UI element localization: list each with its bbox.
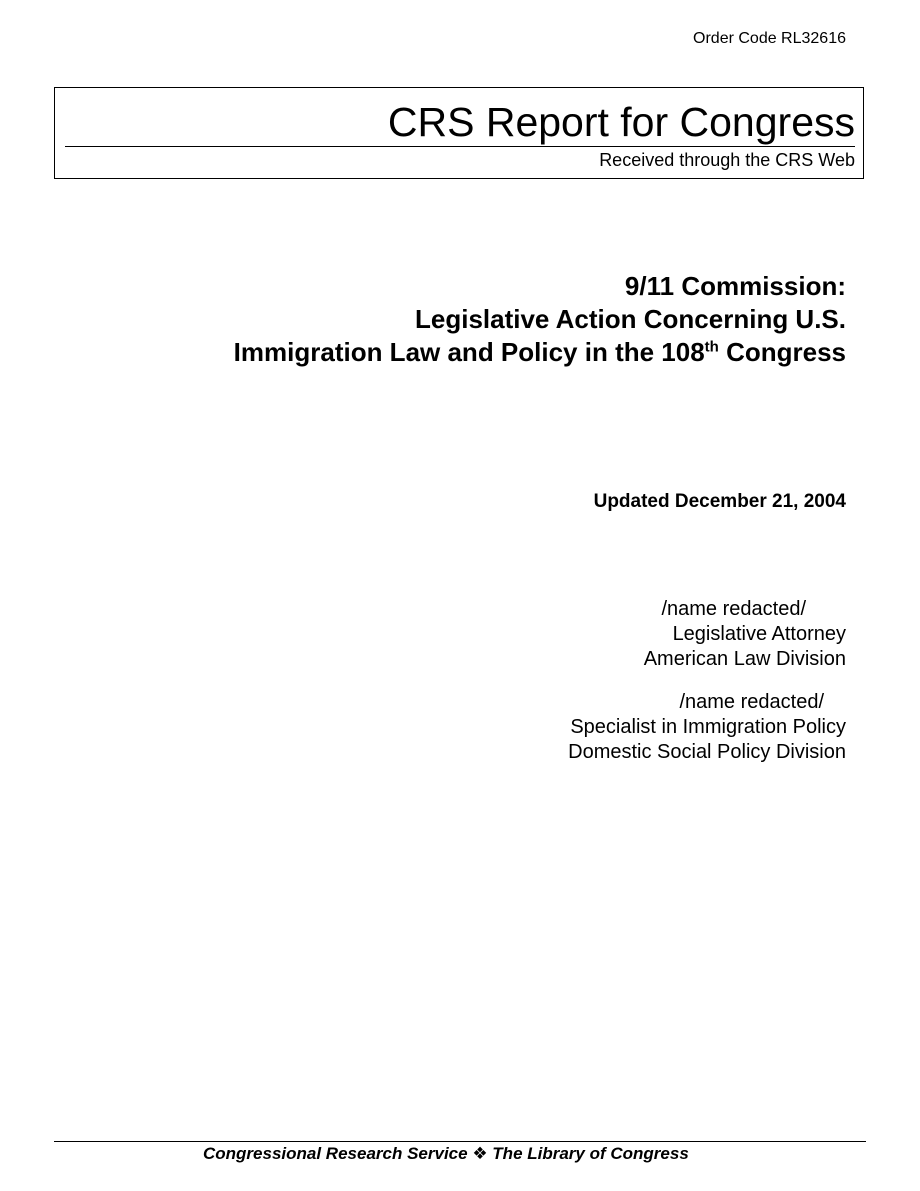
author-division: American Law Division bbox=[643, 648, 846, 670]
title-line-3 bbox=[234, 336, 846, 369]
footer-text bbox=[203, 1144, 689, 1164]
author-block bbox=[568, 690, 846, 765]
title-line-1: 9/11 Commission: bbox=[624, 271, 846, 301]
title-line-2: Legislative Action Concerning U.S. bbox=[415, 304, 846, 334]
footer-library: The Library of Congress bbox=[492, 1144, 689, 1163]
document-title bbox=[234, 270, 846, 369]
title-line-3-main: Immigration Law and Policy in the 108 bbox=[233, 337, 705, 367]
report-header-divider bbox=[65, 146, 855, 147]
author-name: /name redacted/ bbox=[679, 691, 824, 713]
title-ordinal-suffix: th bbox=[704, 338, 719, 356]
updated-date: Updated December 21, 2004 bbox=[593, 491, 846, 512]
author-division: Domestic Social Policy Division bbox=[568, 741, 846, 763]
title-line-3-end: Congress bbox=[718, 337, 846, 367]
author-title: Specialist in Immigration Policy bbox=[570, 716, 846, 738]
diamond-separator-icon: ❖ bbox=[472, 1144, 488, 1163]
report-subtitle: Received through the CRS Web bbox=[599, 150, 855, 170]
author-name: /name redacted/ bbox=[661, 598, 806, 620]
report-title: CRS Report for Congress bbox=[387, 99, 855, 145]
footer-org: Congressional Research Service bbox=[203, 1144, 468, 1163]
footer-divider bbox=[54, 1141, 866, 1142]
report-header-box bbox=[54, 87, 864, 179]
order-code: Order Code RL32616 bbox=[693, 30, 846, 47]
author-block bbox=[644, 597, 846, 672]
author-title: Legislative Attorney bbox=[672, 623, 846, 645]
